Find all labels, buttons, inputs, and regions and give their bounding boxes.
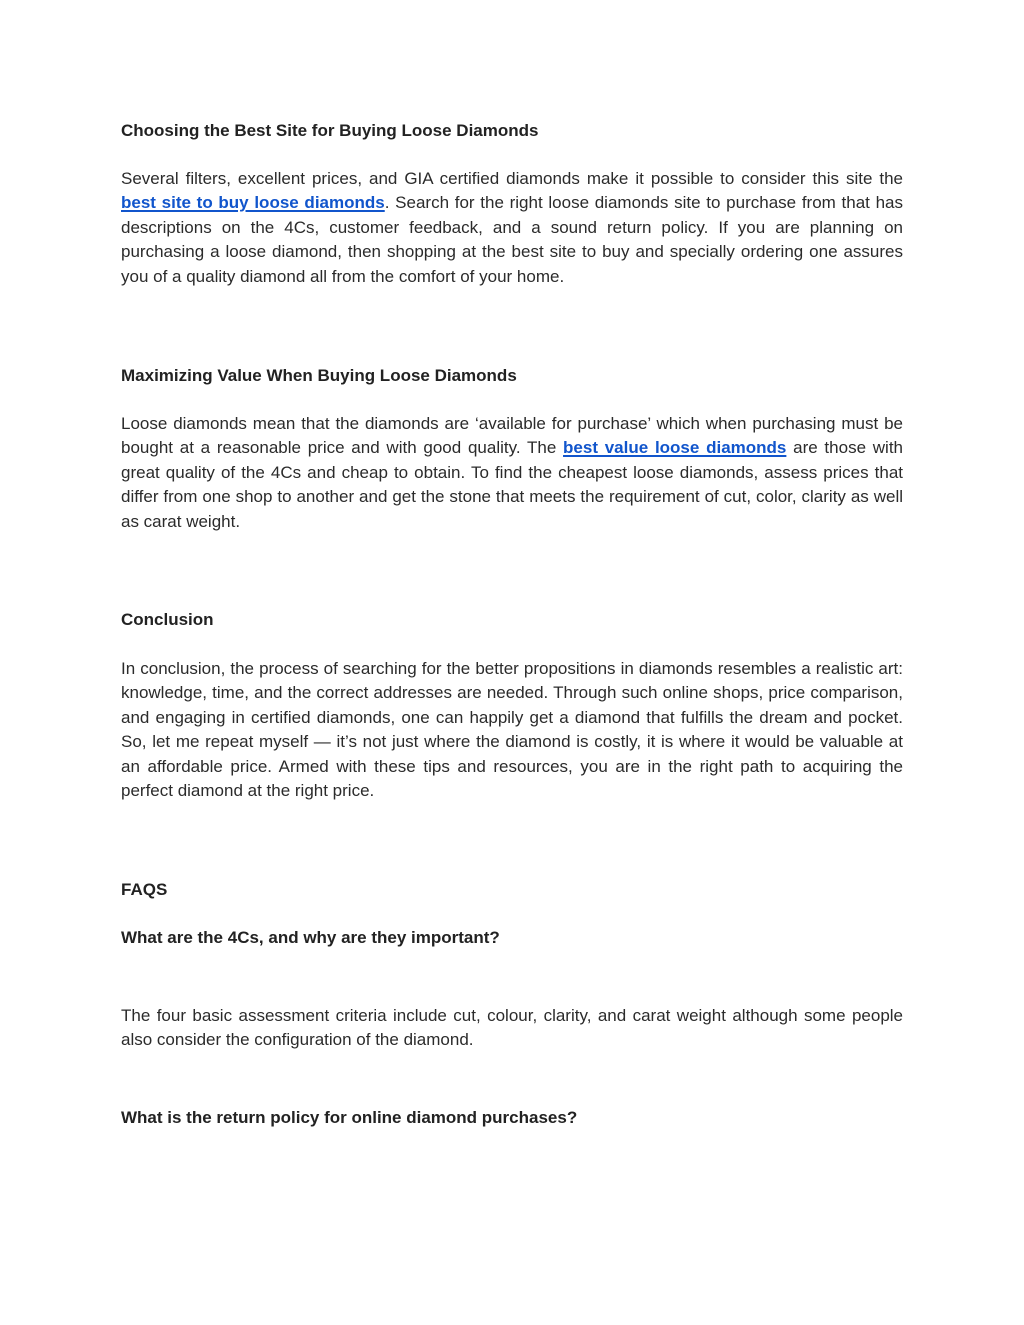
paragraph-maximizing-text-2: are those with great quality of the 4Cs and cheap to obtain. To find the cheapest loose diamonds, assess prices that differ from one shop to another and get the stone that meets the requirement of cut, color, clarity as well as carat weight. xyxy=(121,438,903,531)
paragraph-maximizing xyxy=(121,412,903,534)
paragraph-conclusion: In conclusion, the process of searching for the better propositions in diamonds resembles a realistic art: knowledge, time, and the correct addresses are needed. Through such online shops, price comparison, and engaging in certified diamonds, one can happily get a diamond that fulfills the dream and pocket. So, let me repeat myself — it’s not just where the diamond is costly, it is where it would be valuable at an affordable price. Armed with these tips and resources, you are in the right path to acquiring the perfect diamond at the right price. xyxy=(121,659,903,801)
link-best-site-to-buy-loose-diamonds[interactable]: best site to buy loose diamonds xyxy=(121,193,385,213)
faq-question-1: What are the 4Cs, and why are they important? xyxy=(121,928,500,947)
paragraph-choosing-text-1: Several filters, excellent prices, and GIA certified diamonds make it possible to consider this site the xyxy=(121,169,903,188)
link-best-value-loose-diamonds[interactable]: best value loose diamonds xyxy=(563,438,787,458)
heading-faqs: FAQS xyxy=(121,880,168,899)
heading-maximizing: Maximizing Value When Buying Loose Diamonds xyxy=(121,366,517,385)
paragraph-choosing xyxy=(121,167,903,289)
heading-choosing: Choosing the Best Site for Buying Loose Diamonds xyxy=(121,121,539,140)
paragraph-choosing-text-2: . Search for the right loose diamonds site to purchase from that has descriptions on the 4Cs, customer feedback, and a sound return policy. If you are planning on purchasing a loose diamond, then shopping at the best site to buy and specially ordering one assures you of a quality diamond all from the comfort of your home. xyxy=(121,193,903,286)
paragraph-maximizing-text-1: Loose diamonds mean that the diamonds are ‘available for purchase’ which when purchasing must be bought at a reasonable price and with good quality. The xyxy=(121,414,903,458)
heading-conclusion: Conclusion xyxy=(121,610,214,629)
faq-question-2: What is the return policy for online diamond purchases? xyxy=(121,1108,578,1127)
faq-answer-1: The four basic assessment criteria include cut, colour, clarity, and carat weight although some people also consider the configuration of the diamond. xyxy=(121,1006,903,1050)
